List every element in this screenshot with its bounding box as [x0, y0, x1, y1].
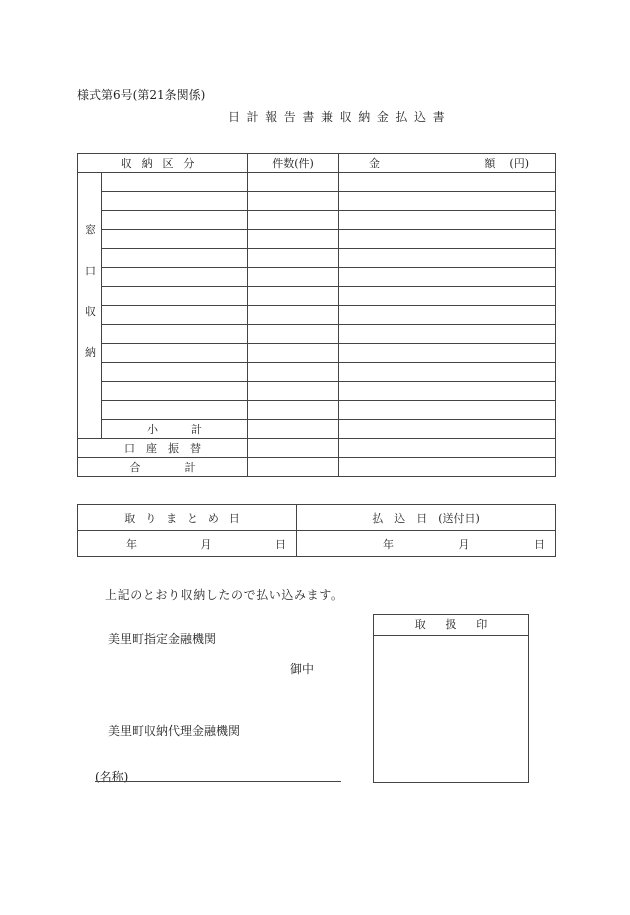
- count-cell[interactable]: [248, 268, 339, 287]
- count-cell[interactable]: [248, 249, 339, 268]
- page-title: 日計報告書兼収納金払込書: [228, 110, 452, 124]
- payment-date-label: 払 込 日 (送付日): [297, 505, 556, 531]
- total-count[interactable]: [248, 458, 339, 477]
- category-header: 収納区分: [78, 154, 248, 173]
- category-cell[interactable]: [102, 287, 248, 306]
- category-cell[interactable]: [102, 230, 248, 249]
- amount-cell[interactable]: [339, 268, 556, 287]
- count-cell[interactable]: [248, 325, 339, 344]
- amount-cell[interactable]: [339, 401, 556, 420]
- category-cell[interactable]: [102, 325, 248, 344]
- amount-cell[interactable]: [339, 249, 556, 268]
- name-label: (名称): [95, 770, 129, 784]
- amount-cell[interactable]: [339, 211, 556, 230]
- window-receipt-label: 窓口収納: [78, 173, 102, 439]
- amount-cell[interactable]: [339, 363, 556, 382]
- category-cell[interactable]: [102, 192, 248, 211]
- category-cell[interactable]: [102, 363, 248, 382]
- count-header: 件数(件): [248, 154, 339, 173]
- subtotal-label: 小 計: [102, 420, 248, 439]
- amount-cell[interactable]: [339, 287, 556, 306]
- amount-header: 金 額 (円): [339, 154, 556, 173]
- total-amount[interactable]: [339, 458, 556, 477]
- subtotal-amount[interactable]: [339, 420, 556, 439]
- compile-date-field[interactable]: 年 月 日: [78, 531, 297, 557]
- amount-cell[interactable]: [339, 306, 556, 325]
- count-cell[interactable]: [248, 211, 339, 230]
- receipt-table: [77, 153, 556, 477]
- agent-bank: 美里町収納代理金融機関: [108, 724, 241, 738]
- transfer-label: 口 座 振 替: [78, 439, 248, 458]
- handling-stamp-box[interactable]: [373, 614, 529, 783]
- count-cell[interactable]: [248, 192, 339, 211]
- form-number: 様式第6号(第21条関係): [77, 88, 206, 102]
- amount-cell[interactable]: [339, 325, 556, 344]
- subtotal-count[interactable]: [248, 420, 339, 439]
- amount-cell[interactable]: [339, 173, 556, 192]
- payment-date-field[interactable]: 年 月 日: [297, 531, 556, 557]
- amount-cell[interactable]: [339, 230, 556, 249]
- category-cell[interactable]: [102, 401, 248, 420]
- total-label: 合 計: [78, 458, 248, 477]
- category-cell[interactable]: [102, 211, 248, 230]
- count-cell[interactable]: [248, 382, 339, 401]
- compile-date-label: 取りまとめ日: [78, 505, 297, 531]
- category-cell[interactable]: [102, 173, 248, 192]
- count-cell[interactable]: [248, 306, 339, 325]
- count-cell[interactable]: [248, 363, 339, 382]
- transfer-count[interactable]: [248, 439, 339, 458]
- count-cell[interactable]: [248, 173, 339, 192]
- count-cell[interactable]: [248, 401, 339, 420]
- amount-cell[interactable]: [339, 192, 556, 211]
- count-cell[interactable]: [248, 344, 339, 363]
- category-cell[interactable]: [102, 344, 248, 363]
- count-cell[interactable]: [248, 287, 339, 306]
- date-table: [77, 504, 556, 557]
- amount-cell[interactable]: [339, 382, 556, 401]
- count-cell[interactable]: [248, 230, 339, 249]
- onchu: 御中: [290, 662, 315, 676]
- transfer-amount[interactable]: [339, 439, 556, 458]
- amount-cell[interactable]: [339, 344, 556, 363]
- payment-statement: 上記のとおり収納したので払い込みます。: [105, 588, 344, 602]
- stamp-label: 取扱印: [374, 615, 528, 636]
- category-cell[interactable]: [102, 249, 248, 268]
- category-cell[interactable]: [102, 306, 248, 325]
- category-cell[interactable]: [102, 382, 248, 401]
- designated-bank: 美里町指定金融機関: [108, 632, 217, 646]
- category-cell[interactable]: [102, 268, 248, 287]
- name-underline[interactable]: [95, 781, 341, 782]
